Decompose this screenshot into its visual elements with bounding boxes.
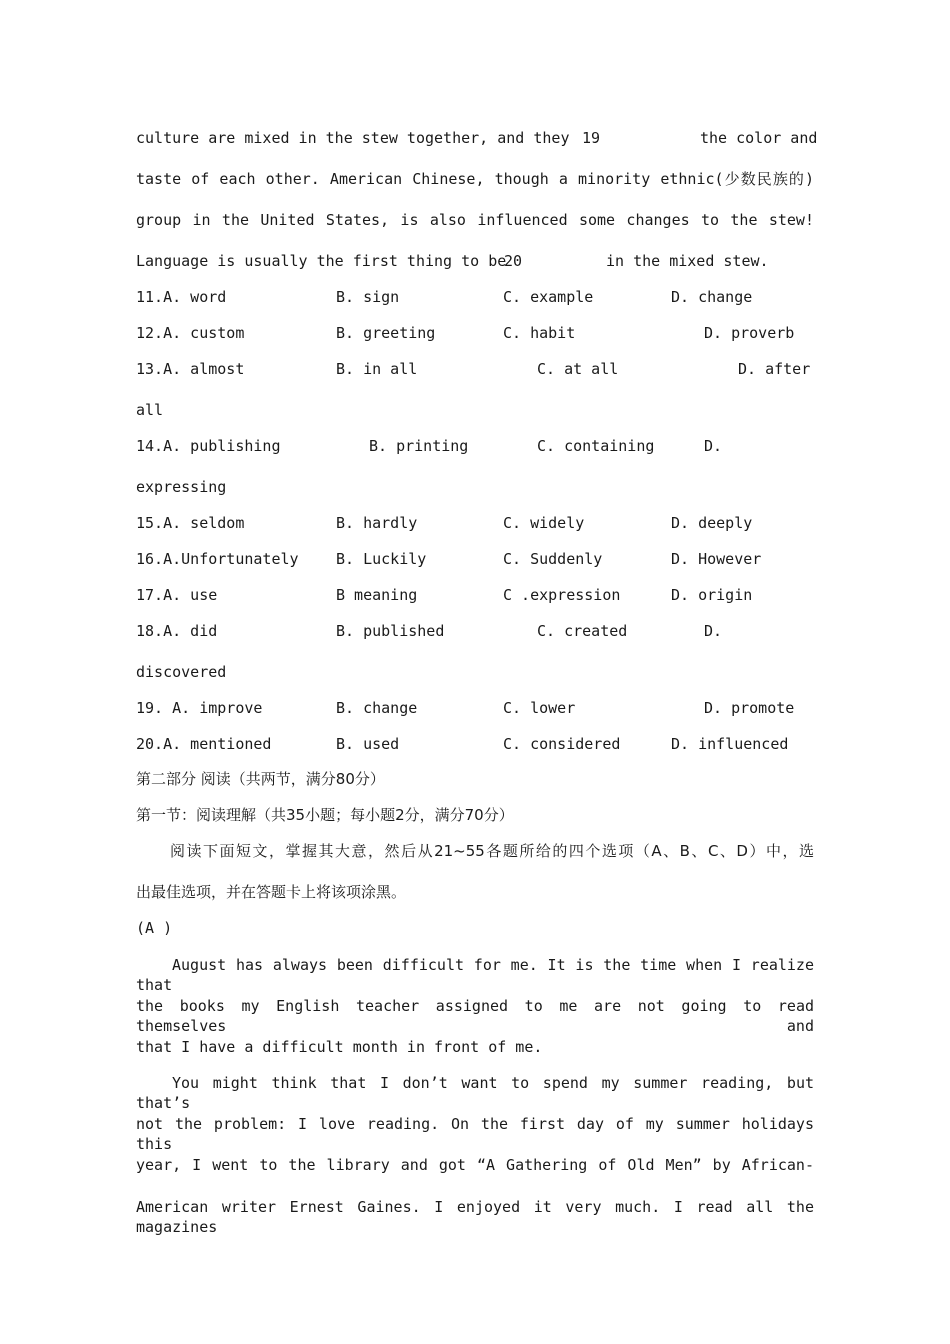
option-c: C. Suddenly [503, 550, 603, 568]
option-a: 19. A. improve [136, 699, 263, 717]
option-c: C. created [537, 622, 628, 640]
section-subheading: 第一节：阅读理解（共35小题；每小题2分，满分70分） [136, 806, 514, 824]
option-b: B. used [336, 735, 400, 753]
passage-line [136, 251, 814, 271]
option-wrap: expressing [136, 478, 227, 496]
blank-number: 20 [504, 252, 523, 270]
reading-line: August has always been difficult for me. It is the time when I realize that [136, 956, 814, 994]
passage-line: group in the United States, is also influenced some changes to the stew! [136, 211, 814, 229]
option-d: D. [704, 437, 723, 455]
option-b: B. sign [336, 288, 400, 306]
passage-text: the color and [700, 129, 818, 147]
passage-text: Language is usually the first thing to be [136, 252, 507, 270]
option-a: 20.A. mentioned [136, 735, 272, 753]
instruction-line: 出最佳选项，并在答题卡上将该项涂黑。 [136, 883, 407, 901]
option-a: 16.A.Unfortunately [136, 550, 299, 568]
option-c: C .expression [503, 586, 621, 604]
option-b: B. printing [369, 437, 469, 455]
option-b: B. hardly [336, 514, 418, 532]
reading-line: American writer Ernest Gaines. I enjoyed it very much. I read all the magazines [136, 1198, 814, 1236]
option-d: D. [704, 622, 723, 640]
option-d: D. origin [671, 586, 753, 604]
blank-number: 19 [582, 129, 601, 147]
section-heading: 第二部分 阅读（共两节，满分80分） [136, 770, 385, 788]
option-a: 18.A. did [136, 622, 218, 640]
option-d: D. proverb [704, 324, 795, 342]
option-c: C. at all [537, 360, 619, 378]
option-b: B. in all [336, 360, 418, 378]
option-a: 14.A. publishing [136, 437, 281, 455]
option-d: D. promote [704, 699, 795, 717]
reading-line: not the problem: I love reading. On the first day of my summer holidays this [136, 1115, 814, 1153]
option-b: B meaning [336, 586, 418, 604]
passage-line [136, 128, 818, 148]
option-wrap: all [136, 401, 164, 419]
reading-line: year, I went to the library and got “A Gathering of Old Men” by African- [136, 1156, 814, 1174]
passage-label: (A ) [136, 919, 173, 937]
passage-text: in the mixed stew. [606, 252, 769, 270]
option-c: C. containing [537, 437, 655, 455]
option-a: 17.A. use [136, 586, 218, 604]
option-c: C. widely [503, 514, 585, 532]
reading-line: the books my English teacher assigned to me are not going to read themselves and [136, 997, 814, 1035]
option-d: D. deeply [671, 514, 753, 532]
passage-text: culture are mixed in the stew together, and they [136, 129, 570, 147]
reading-line: You might think that I don’t want to spend my summer reading, but that’s [136, 1074, 814, 1112]
option-b: B. greeting [336, 324, 436, 342]
option-b: B. Luckily [336, 550, 427, 568]
option-c: C. lower [503, 699, 576, 717]
option-b: B. published [336, 622, 445, 640]
option-a: 12.A. custom [136, 324, 245, 342]
option-a: 13.A. almost [136, 360, 245, 378]
option-c: C. example [503, 288, 594, 306]
option-c: C. habit [503, 324, 576, 342]
passage-line: taste of each other. American Chinese, though a minority ethnic(少数民族的) [136, 170, 814, 188]
instruction-line: 阅读下面短文，掌握其大意，然后从21~55各题所给的四个选项（A、B、C、D）中，选 [170, 842, 814, 860]
option-a: 15.A. seldom [136, 514, 245, 532]
option-d: D. change [671, 288, 753, 306]
option-wrap: discovered [136, 663, 227, 681]
option-d: D. However [671, 550, 762, 568]
option-d: D. after [738, 360, 811, 378]
option-c: C. considered [503, 735, 621, 753]
option-d: D. influenced [671, 735, 789, 753]
option-a: 11.A. word [136, 288, 227, 306]
reading-line: that I have a difficult month in front of me. [136, 1038, 543, 1056]
option-b: B. change [336, 699, 418, 717]
